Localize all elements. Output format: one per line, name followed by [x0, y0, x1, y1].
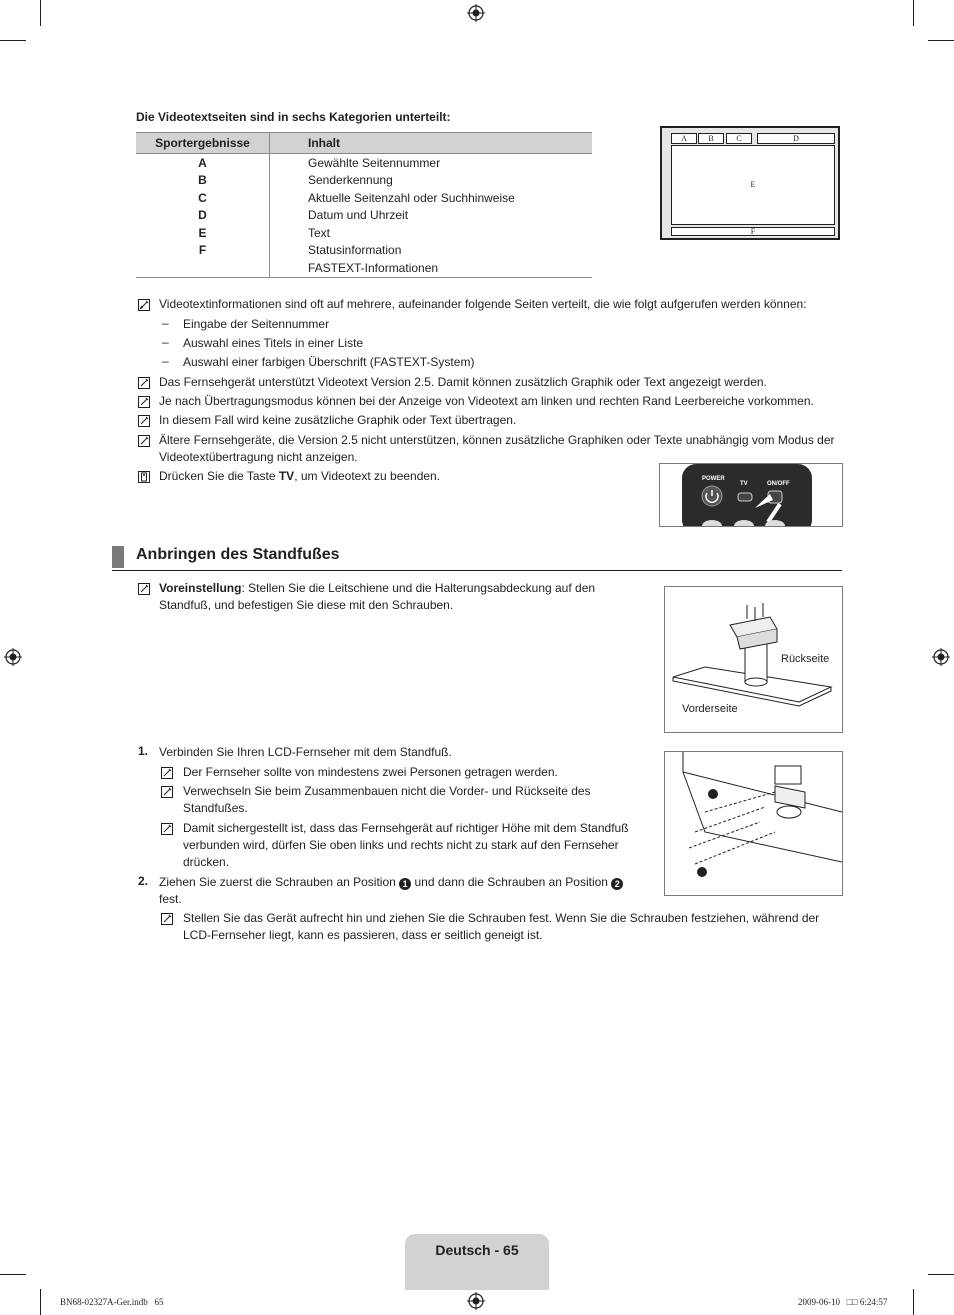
teletext-screen-figure: [660, 126, 840, 240]
step-text: [159, 874, 639, 908]
table-cell: C: [136, 189, 270, 207]
remote-note-icon: [138, 471, 150, 483]
registration-mark-icon: [467, 4, 485, 22]
note-icon: [138, 583, 150, 595]
section-heading: [112, 544, 842, 571]
table-cell: Statusinformation: [308, 243, 402, 258]
print-datetime: 2009-06-10 □□ 6:24:57: [798, 1297, 888, 1307]
teletext-label-b: B: [698, 133, 724, 144]
back-label: Rückseite: [781, 653, 830, 665]
table-row: [136, 259, 592, 277]
table-cell: Datum und Uhrzeit: [308, 208, 409, 223]
note-text: Verwechseln Sie beim Zusammenbauen nicht die Vorder- und Rückseite des Standfußes.: [183, 784, 591, 815]
note-icon: [138, 415, 150, 427]
press-note-post: , um Videotext zu beenden.: [294, 469, 441, 483]
crop-mark: [928, 40, 954, 41]
onoff-label: ON/OFF: [767, 481, 790, 487]
table-row: [136, 242, 592, 260]
teletext-label-a: A: [671, 133, 697, 144]
tv-label: TV: [740, 481, 748, 487]
note-icon: [161, 767, 173, 779]
remote-figure: [659, 463, 843, 527]
step-text: Verbinden Sie Ihren LCD-Fernseher mit dem Standfuß.: [159, 745, 452, 759]
crop-mark: [40, 0, 41, 26]
registration-mark-icon: [932, 648, 950, 666]
note-text: Der Fernseher sollte von mindestens zwei Personen getragen werden.: [183, 765, 558, 779]
table-row: [136, 207, 592, 225]
dash-item: Eingabe der Seitennummer: [183, 317, 330, 331]
table-intro: Die Videotextseiten sind in sechs Kategorien unterteilt:: [136, 110, 451, 124]
dash-bullet: –: [162, 354, 169, 368]
power-label: POWER: [702, 476, 725, 482]
teletext-label-d: D: [757, 133, 835, 144]
dash-bullet: –: [162, 335, 169, 349]
table-header: Sportergebnisse: [136, 133, 270, 154]
registration-mark-icon: [467, 1292, 485, 1310]
table-cell: [136, 259, 270, 277]
front-label: Vorderseite: [682, 703, 738, 715]
preset-text: : Stellen Sie die Leitschiene und die Halterungsabdeckung auf den Standfuß, und befestigen Sie diese mit den Schrauben.: [159, 581, 596, 612]
preset-label: Voreinstellung: [159, 581, 242, 595]
table-cell: Aktuelle Seitenzahl oder Suchhinweise: [308, 190, 515, 205]
table-row: [136, 154, 592, 172]
table-cell: A: [136, 154, 270, 172]
table-header: Inhalt: [270, 133, 593, 154]
table-cell: Text: [308, 225, 331, 240]
heading-bar: [112, 546, 124, 568]
crop-mark: [913, 1289, 914, 1315]
position-1-badge: 1: [399, 878, 411, 890]
note-icon: [138, 396, 150, 408]
page-number-tab: [405, 1234, 549, 1290]
note-text: Je nach Übertragungsmodus können bei der Anzeige von Videotext am linken und rechten Rand Leerbereiche vorkommen.: [159, 394, 814, 408]
note-text: Das Fernsehgerät unterstützt Videotext Version 2.5. Damit können zusätzlich Graphik oder Text angezeigt werden.: [159, 375, 767, 389]
stand-figure: [664, 586, 843, 733]
crop-mark: [0, 40, 26, 41]
table-row: [136, 224, 592, 242]
preset-note: [159, 580, 629, 614]
step2-mid: und dann die Schrauben an Position: [411, 875, 612, 889]
note-text: Videotextinformationen sind oft auf mehrere, aufeinander folgende Seiten verteilt, die wie folgt aufgerufen werden können:: [159, 297, 807, 311]
table-row: [136, 189, 592, 207]
table-cell: Senderkennung: [308, 173, 393, 188]
press-tv-note: [159, 468, 440, 485]
note-icon: [138, 435, 150, 447]
dash-item: Auswahl einer farbigen Überschrift (FASTEXT-System): [183, 355, 475, 369]
table-cell: B: [136, 172, 270, 190]
teletext-label-e: E: [671, 145, 835, 225]
table-cell: F: [136, 242, 270, 260]
print-file-info: BN68-02327A-Ger.indb 65: [60, 1297, 164, 1307]
note-icon: [161, 823, 173, 835]
section-title: Anbringen des Standfußes: [136, 546, 340, 563]
note-text: Ältere Fernsehgeräte, die Version 2.5 nicht unterstützen, können zusätzliche Graphiken oder Texte unabhängig vom Modus der Videotextübertragung nicht anzeigen.: [159, 433, 835, 464]
position-2-badge: 2: [611, 878, 623, 890]
step2-pre: Ziehen Sie zuerst die Schrauben an Position: [159, 875, 400, 889]
crop-mark: [913, 0, 914, 26]
step-number: 2.: [138, 874, 149, 888]
note-text: Damit sichergestellt ist, dass das Fernsehgerät auf richtiger Höhe mit dem Standfuß verbunden wird, dürfen Sie oben links und rechts nicht zu stark auf den Fernseher drücken.: [183, 821, 629, 869]
note-icon: [138, 299, 150, 311]
screw-illustration: [665, 752, 842, 895]
teletext-category-table: [136, 132, 592, 278]
step-number: 1.: [138, 744, 149, 758]
table-cell: FASTEXT-Informationen: [270, 259, 593, 277]
teletext-label-f: F: [671, 227, 835, 236]
remote-illustration: [660, 464, 842, 526]
note-icon: [161, 913, 173, 925]
tv-key-label: TV: [278, 469, 295, 483]
note-text: Stellen Sie das Gerät aufrecht hin und ziehen Sie die Schrauben fest. Wenn Sie die Schrauben festziehen, während der LCD-Fernseher liegt, kann es passieren, dass er seitlich geneigt ist.: [183, 911, 820, 942]
dash-bullet: –: [162, 316, 169, 330]
table-cell: D: [136, 207, 270, 225]
table-cell: Gewählte Seitennummer: [308, 155, 441, 170]
dash-item: Auswahl eines Titels in einer Liste: [183, 336, 364, 350]
press-note-pre: Drücken Sie die Taste: [159, 469, 279, 483]
crop-mark: [40, 1289, 41, 1315]
teletext-label-c: C: [726, 133, 752, 144]
note-icon: [161, 786, 173, 798]
screw-figure: [664, 751, 843, 896]
note-icon: [138, 377, 150, 389]
crop-mark: [928, 1274, 954, 1275]
note-text: In diesem Fall wird keine zusätzliche Graphik oder Text übertragen.: [159, 413, 517, 427]
step2-post: fest.: [159, 892, 182, 906]
table-cell: E: [136, 224, 270, 242]
registration-mark-icon: [4, 648, 22, 666]
table-row: [136, 172, 592, 190]
page-label: Deutsch - 65: [435, 1242, 519, 1258]
crop-mark: [0, 1274, 26, 1275]
